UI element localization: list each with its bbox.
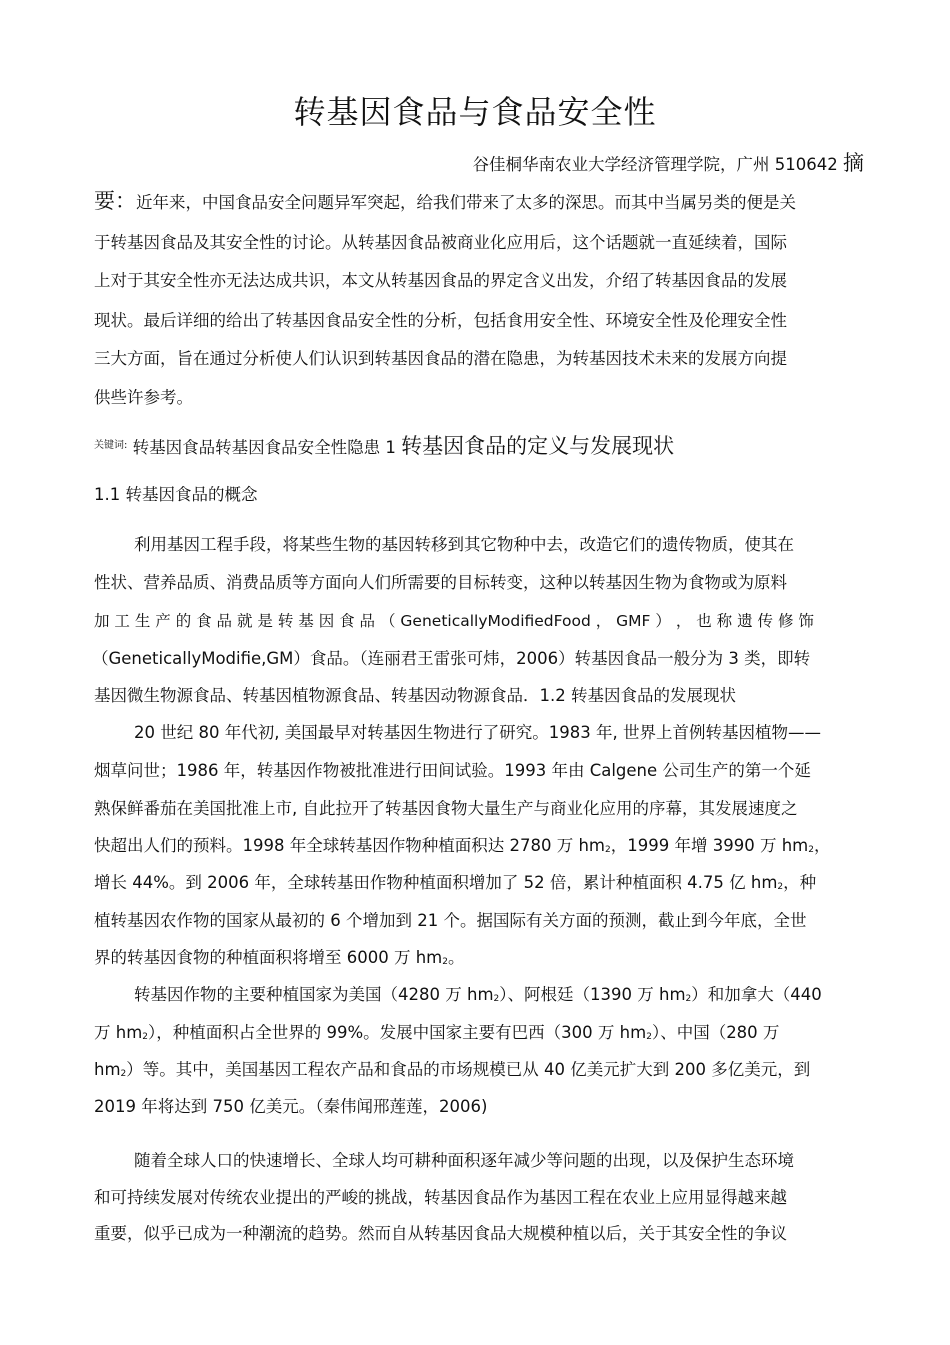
author-line — [473, 150, 864, 178]
abstract-label-2: 要： — [94, 189, 136, 213]
paragraph-line: 烟草问世；1986 年，转基因作物被批准进行田间试验。1993 年由 Calgene 公司生产的第一个延 — [94, 761, 811, 780]
keywords-label: 关键词: — [94, 440, 128, 451]
section-heading: 转基因食品的定义与发展现状 — [401, 434, 675, 458]
keywords-line — [94, 432, 674, 462]
paragraph-line: 熟保鲜番茄在美国批准上市, 自此拉开了转基因食物大量生产与商业化应用的序幕，其发展速度之 — [94, 799, 798, 818]
subsection-heading: 1.1 转基因食品的概念 — [94, 485, 258, 504]
author-affiliation: 谷佳桐华南农业大学经济管理学院，广州 510642 — [472, 155, 838, 174]
abstract-line: 三大方面，旨在通过分析使人们认识到转基因食品的潜在隐患，为转基因技术未来的发展方向提 — [94, 349, 787, 368]
paragraph-line: 基因微生物源食品、转基因植物源食品、转基因动物源食品．1.2 转基因食品的发展现状 — [94, 686, 736, 705]
abstract-line: 要：近年来，中国食品安全问题异军突起，给我们带来了太多的深思。而其中当属另类的便是关 — [94, 189, 796, 213]
paragraph-line: 重要，似乎已成为一种潮流的趋势。然而自从转基因食品大规模种植以后，关于其安全性的争议 — [94, 1224, 787, 1243]
paragraph-line: （GeneticallyModifie,GM）食品。（连丽君王雷张可炜，2006）转基因食品一般分为 3 类，即转 — [92, 649, 811, 668]
page-title: 转基因食品与食品安全性 — [293, 93, 657, 131]
abstract-line: 上对于其安全性亦无法达成共识，本文从转基因食品的界定含义出发，介绍了转基因食品的发展 — [94, 271, 787, 290]
abstract-line: 供些许参考。 — [94, 388, 193, 407]
paragraph-line: hm2）等。其中，美国基因工程农产品和食品的市场规模已从 40 亿美元扩大到 200 多亿美元，到 — [94, 1060, 811, 1079]
paragraph-line: 利用基因工程手段，将某些生物的基因转移到其它物种中去，改造它们的遗传物质，使其在 — [134, 535, 794, 554]
paragraph-line: 增长 44%。到 2006 年，全球转基田作物种植面积增加了 52 倍，累计种植面积 4.75 亿 hm2，种 — [94, 873, 817, 892]
paragraph-line: 和可持续发展对传统农业提出的严峻的挑战，转基因食品作为基因工程在农业上应用显得越来越 — [94, 1188, 787, 1207]
paragraph-line: 性状、营养品质、消费品质等方面向人们所需要的目标转变，这种以转基因生物为食物或为原料 — [94, 573, 787, 592]
abstract-line: 于转基因食品及其安全性的讨论。从转基因食品被商业化应用后，这个话题就一直延续着，国际 — [94, 233, 787, 252]
paragraph-line: 植转基因农作物的国家从最初的 6 个增加到 21 个。据国际有关方面的预测，截止到今年底，全世 — [94, 911, 807, 930]
keywords-text: 转基因食品转基因食品安全性隐患 1 — [132, 438, 402, 457]
paragraph-line: 万 hm2），种植面积占全世界的 99%。发展中国家主要有巴西（300 万 hm2）、中国（280 万 — [94, 1023, 780, 1042]
paragraph-line: 界的转基因食物的种植面积将增至 6000 万 hm2。 — [94, 948, 465, 967]
paragraph-line: 20 世纪 80 年代初, 美国最早对转基因生物进行了研究。1983 年, 世界上首例转基因植物—— — [134, 723, 821, 742]
paragraph-line: 快超出人们的预料。1998 年全球转基因作物种植面积达 2780 万 hm2，1999 年增 3990 万 hm2， — [94, 836, 831, 855]
paragraph-line: 随着全球人口的快速增长、全球人均可耕种面积逐年减少等问题的出现，以及保护生态环境 — [134, 1151, 794, 1170]
paragraph-line: 2019 年将达到 750 亿美元。（秦伟闻邢莲莲，2006) — [94, 1097, 488, 1116]
paragraph-line: 转基因作物的主要种植国家为美国（4280 万 hm2）、阿根廷（1390 万 hm2）和加拿大（440 — [134, 985, 822, 1004]
abstract-line: 现状。最后详细的给出了转基因食品安全性的分析，包括食用安全性、环境安全性及伦理安全性 — [94, 311, 787, 330]
paragraph-line: 加 工 生 产 的 食 品 就 是 转 基 因 食 品 （ GeneticallyModifiedFood ， GMF ） ， 也 称 遗 传 修 饰 — [94, 612, 814, 630]
abstract-label-1: 摘 — [843, 151, 864, 175]
